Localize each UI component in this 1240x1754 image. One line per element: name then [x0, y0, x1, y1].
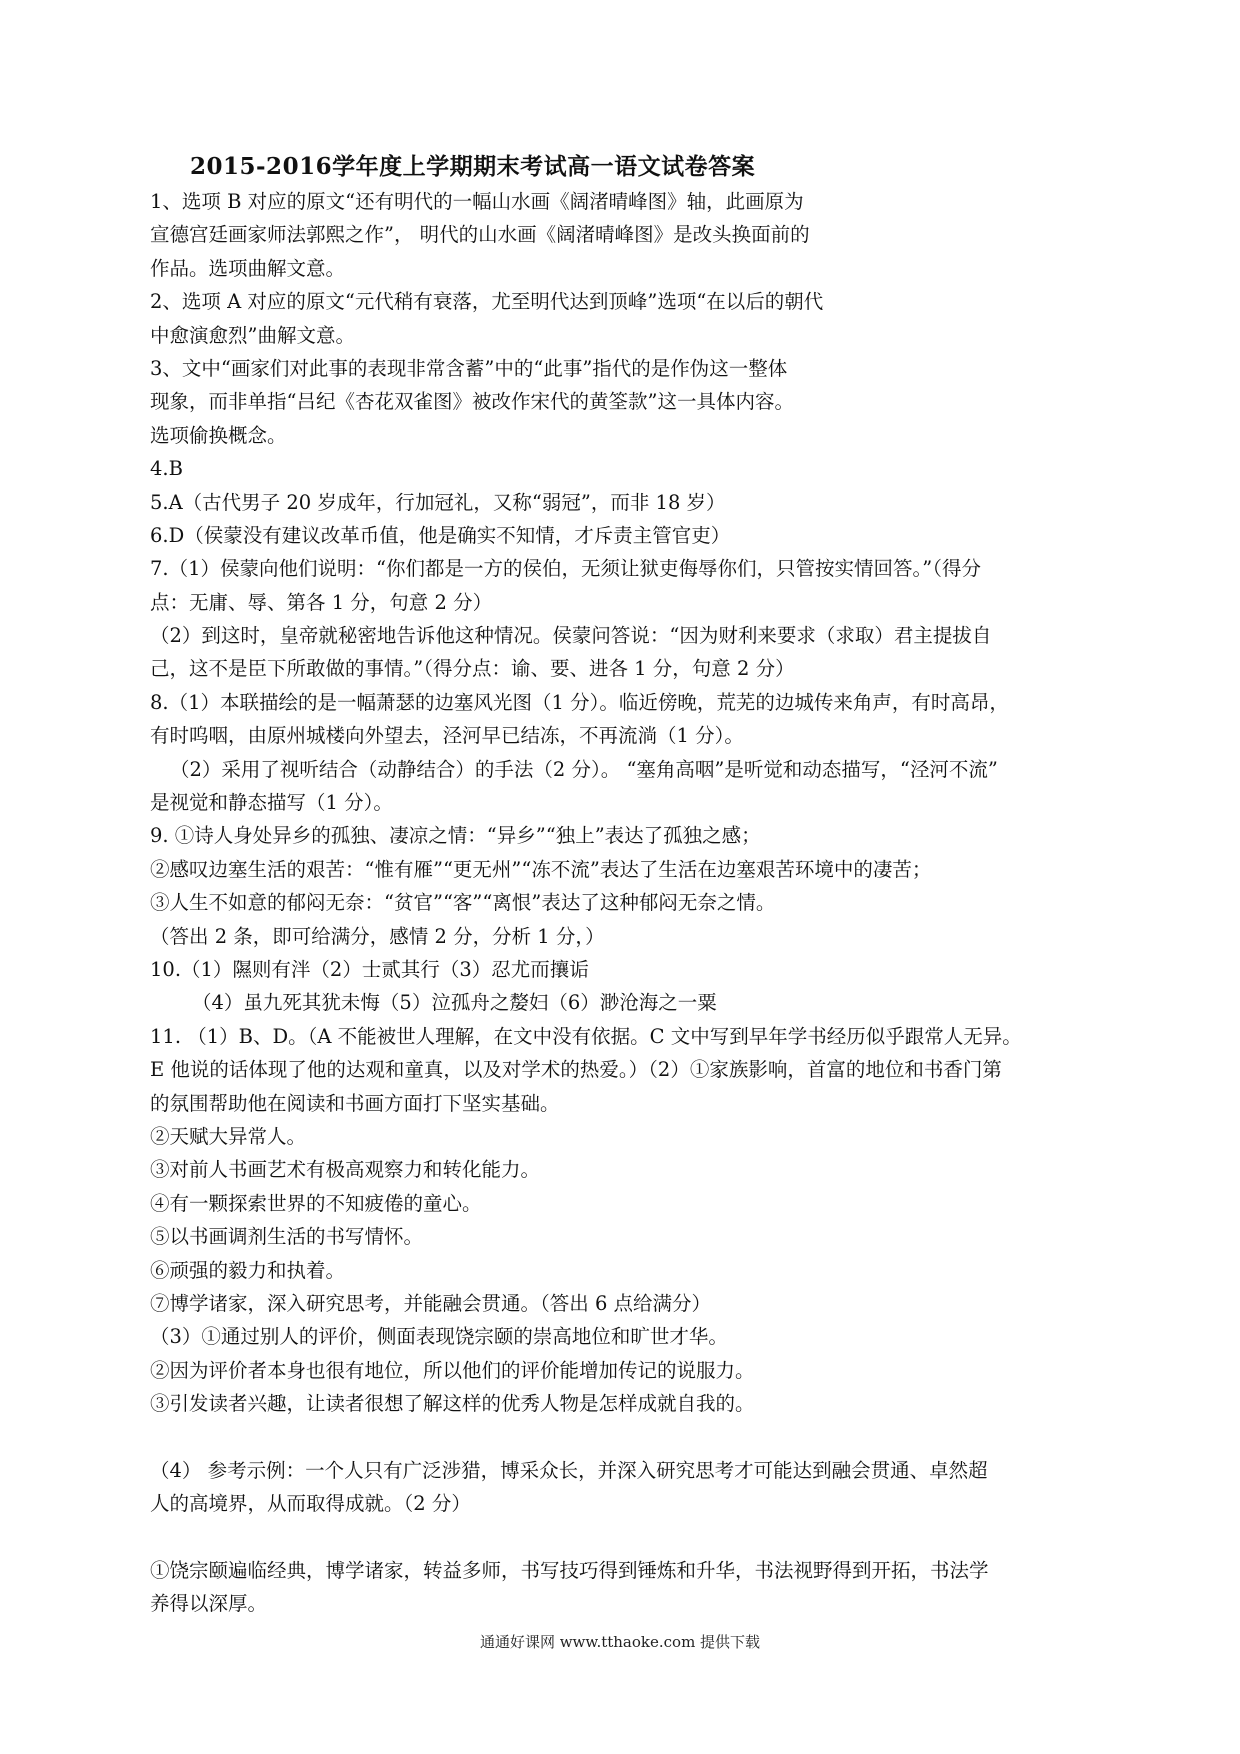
answer-line: ③引发读者兴趣，让读者很想了解这样的优秀人物是怎样成就自我的。 [150, 1392, 755, 1416]
blank-line [150, 1420, 1110, 1453]
answer-line: 3、文中“画家们对此事的表现非常含蓄”中的“此事”指代的是作伪这一整体 [150, 356, 788, 380]
answer-line: 中愈演愈烈”曲解文意。 [150, 323, 355, 347]
answer-line: （4）虽九死其犹未悔（5）泣孤舟之嫠妇（6）渺沧海之一粟 [192, 991, 717, 1015]
answer-line: 6.D（侯蒙没有建议改革币值，他是确实不知情，才斥责主管官吏） [150, 523, 731, 547]
answer-line: （2）到这时，皇帝就秘密地告诉他这种情况。侯蒙问答说：“因为财利来要求（求取）君主提拔自 [150, 624, 992, 648]
answer-line: 是视觉和静态描写（1 分）。 [150, 791, 393, 815]
answer-line: 现象，而非单指“吕纪《杏花双雀图》被改作宋代的黄筌款”这一具体内容。 [150, 390, 794, 414]
answer-line: （3）①通过别人的评价，侧面表现饶宗颐的崇高地位和旷世才华。 [150, 1325, 728, 1349]
answer-line: 选项偷换概念。 [150, 423, 287, 447]
answer-line: ④有一颗探索世界的不知疲倦的童心。 [150, 1191, 482, 1215]
answer-line: （答出 2 条，即可给满分，感情 2 分，分析 1 分，） [150, 924, 605, 948]
blank-line [150, 1521, 1110, 1554]
answer-line: 人的高境界，从而取得成就。（2 分） [150, 1492, 471, 1516]
answer-line: 点：无庸、辱、第各 1 分，句意 2 分） [150, 590, 493, 614]
answer-line: ①饶宗颐遍临经典，博学诸家，转益多师，书写技巧得到锤炼和升华，书法视野得到开拓，书法学 [150, 1559, 989, 1583]
answer-line: 11. （1）B、D。（A 不能被世人理解，在文中没有依据。C 文中写到早年学书经历似乎跟常人无异。 [150, 1024, 1022, 1048]
answer-body [150, 185, 1110, 1621]
answer-line: 有时呜咽，由原州城楼向外望去，泾河早已结冻，不再流淌（1 分）。 [150, 724, 744, 748]
answer-line: ⑤以书画调剂生活的书写情怀。 [150, 1225, 424, 1249]
answer-line: 10.（1）隰则有泮（2）士贰其行（3）忍尤而攘诟 [150, 957, 589, 981]
answer-line: （2）采用了视听结合（动静结合）的手法（2 分）。 “塞角高咽”是听觉和动态描写，“泾河不流” [170, 757, 998, 781]
answer-line: 4.B [150, 457, 183, 481]
answer-line: ⑦博学诸家，深入研究思考，并能融会贯通。（答出 6 点给满分） [150, 1291, 712, 1315]
answer-line: 7.（1）侯蒙向他们说明：“你们都是一方的侯伯，无须让狱吏侮辱你们，只管按实情回答。”（得分 [150, 557, 981, 581]
answer-line: 的氛围帮助他在阅读和书画方面打下坚实基础。 [150, 1091, 560, 1115]
answer-line: ③人生不如意的郁闷无奈：“贫官”“客”“离恨”表达了这种郁闷无奈之情。 [150, 891, 776, 915]
answer-line: （4） 参考示例：一个人只有广泛涉猎，博采众长，并深入研究思考才可能达到融会贯通、卓然超 [150, 1458, 988, 1482]
answer-line: ②因为评价者本身也很有地位，所以他们的评价能增加传记的说服力。 [150, 1358, 755, 1382]
answer-line: 5.A（古代男子 20 岁成年，行加冠礼，又称“弱冠”，而非 18 岁） [150, 490, 726, 514]
answer-line: ②感叹边塞生活的艰苦：“惟有雁”“更无州”“冻不流”表达了生活在边塞艰苦环境中的凄苦； [150, 857, 932, 881]
answer-line: ③对前人书画艺术有极高观察力和转化能力。 [150, 1158, 541, 1182]
answer-line: ⑥顽强的毅力和执着。 [150, 1258, 346, 1282]
answer-line: 己，这不是臣下所敢做的事情。”（得分点：谕、要、进各 1 分，句意 2 分） [150, 657, 795, 681]
answer-line: ②天赋大异常人。 [150, 1124, 307, 1148]
answer-line: 养得以深厚。 [150, 1592, 268, 1616]
page-title: 2015-2016学年度上学期期末考试高一语文试卷答案 [190, 153, 756, 180]
answer-line: 1、选项 B 对应的原文“还有明代的一幅山水画《阔渚晴峰图》轴，此画原为 [150, 190, 804, 213]
page-footer: 通通好课网 www.tthaoke.com 提供下载 [479, 1633, 761, 1651]
answer-line: 9. ①诗人身处异乡的孤独、凄凉之情：“异乡”“独上”表达了孤独之感； [150, 824, 761, 848]
answer-line: 宣德宫廷画家师法郭熙之作”， 明代的山水画《阔渚晴峰图》是改头换面前的 [150, 223, 810, 247]
answer-line: 8.（1）本联描绘的是一幅萧瑟的边塞风光图（1 分）。临近傍晚，荒芜的边城传来角声，有时高昂， [150, 690, 1009, 714]
answer-line: E 他说的话体现了他的达观和童真，以及对学术的热爱。）（2）①家族影响，首富的地位和书香门第 [150, 1058, 1002, 1082]
answer-line: 作品。选项曲解文意。 [150, 256, 346, 280]
answer-line: 2、选项 A 对应的原文“元代稍有衰落，尤至明代达到顶峰”选项“在以后的朝代 [150, 290, 824, 314]
